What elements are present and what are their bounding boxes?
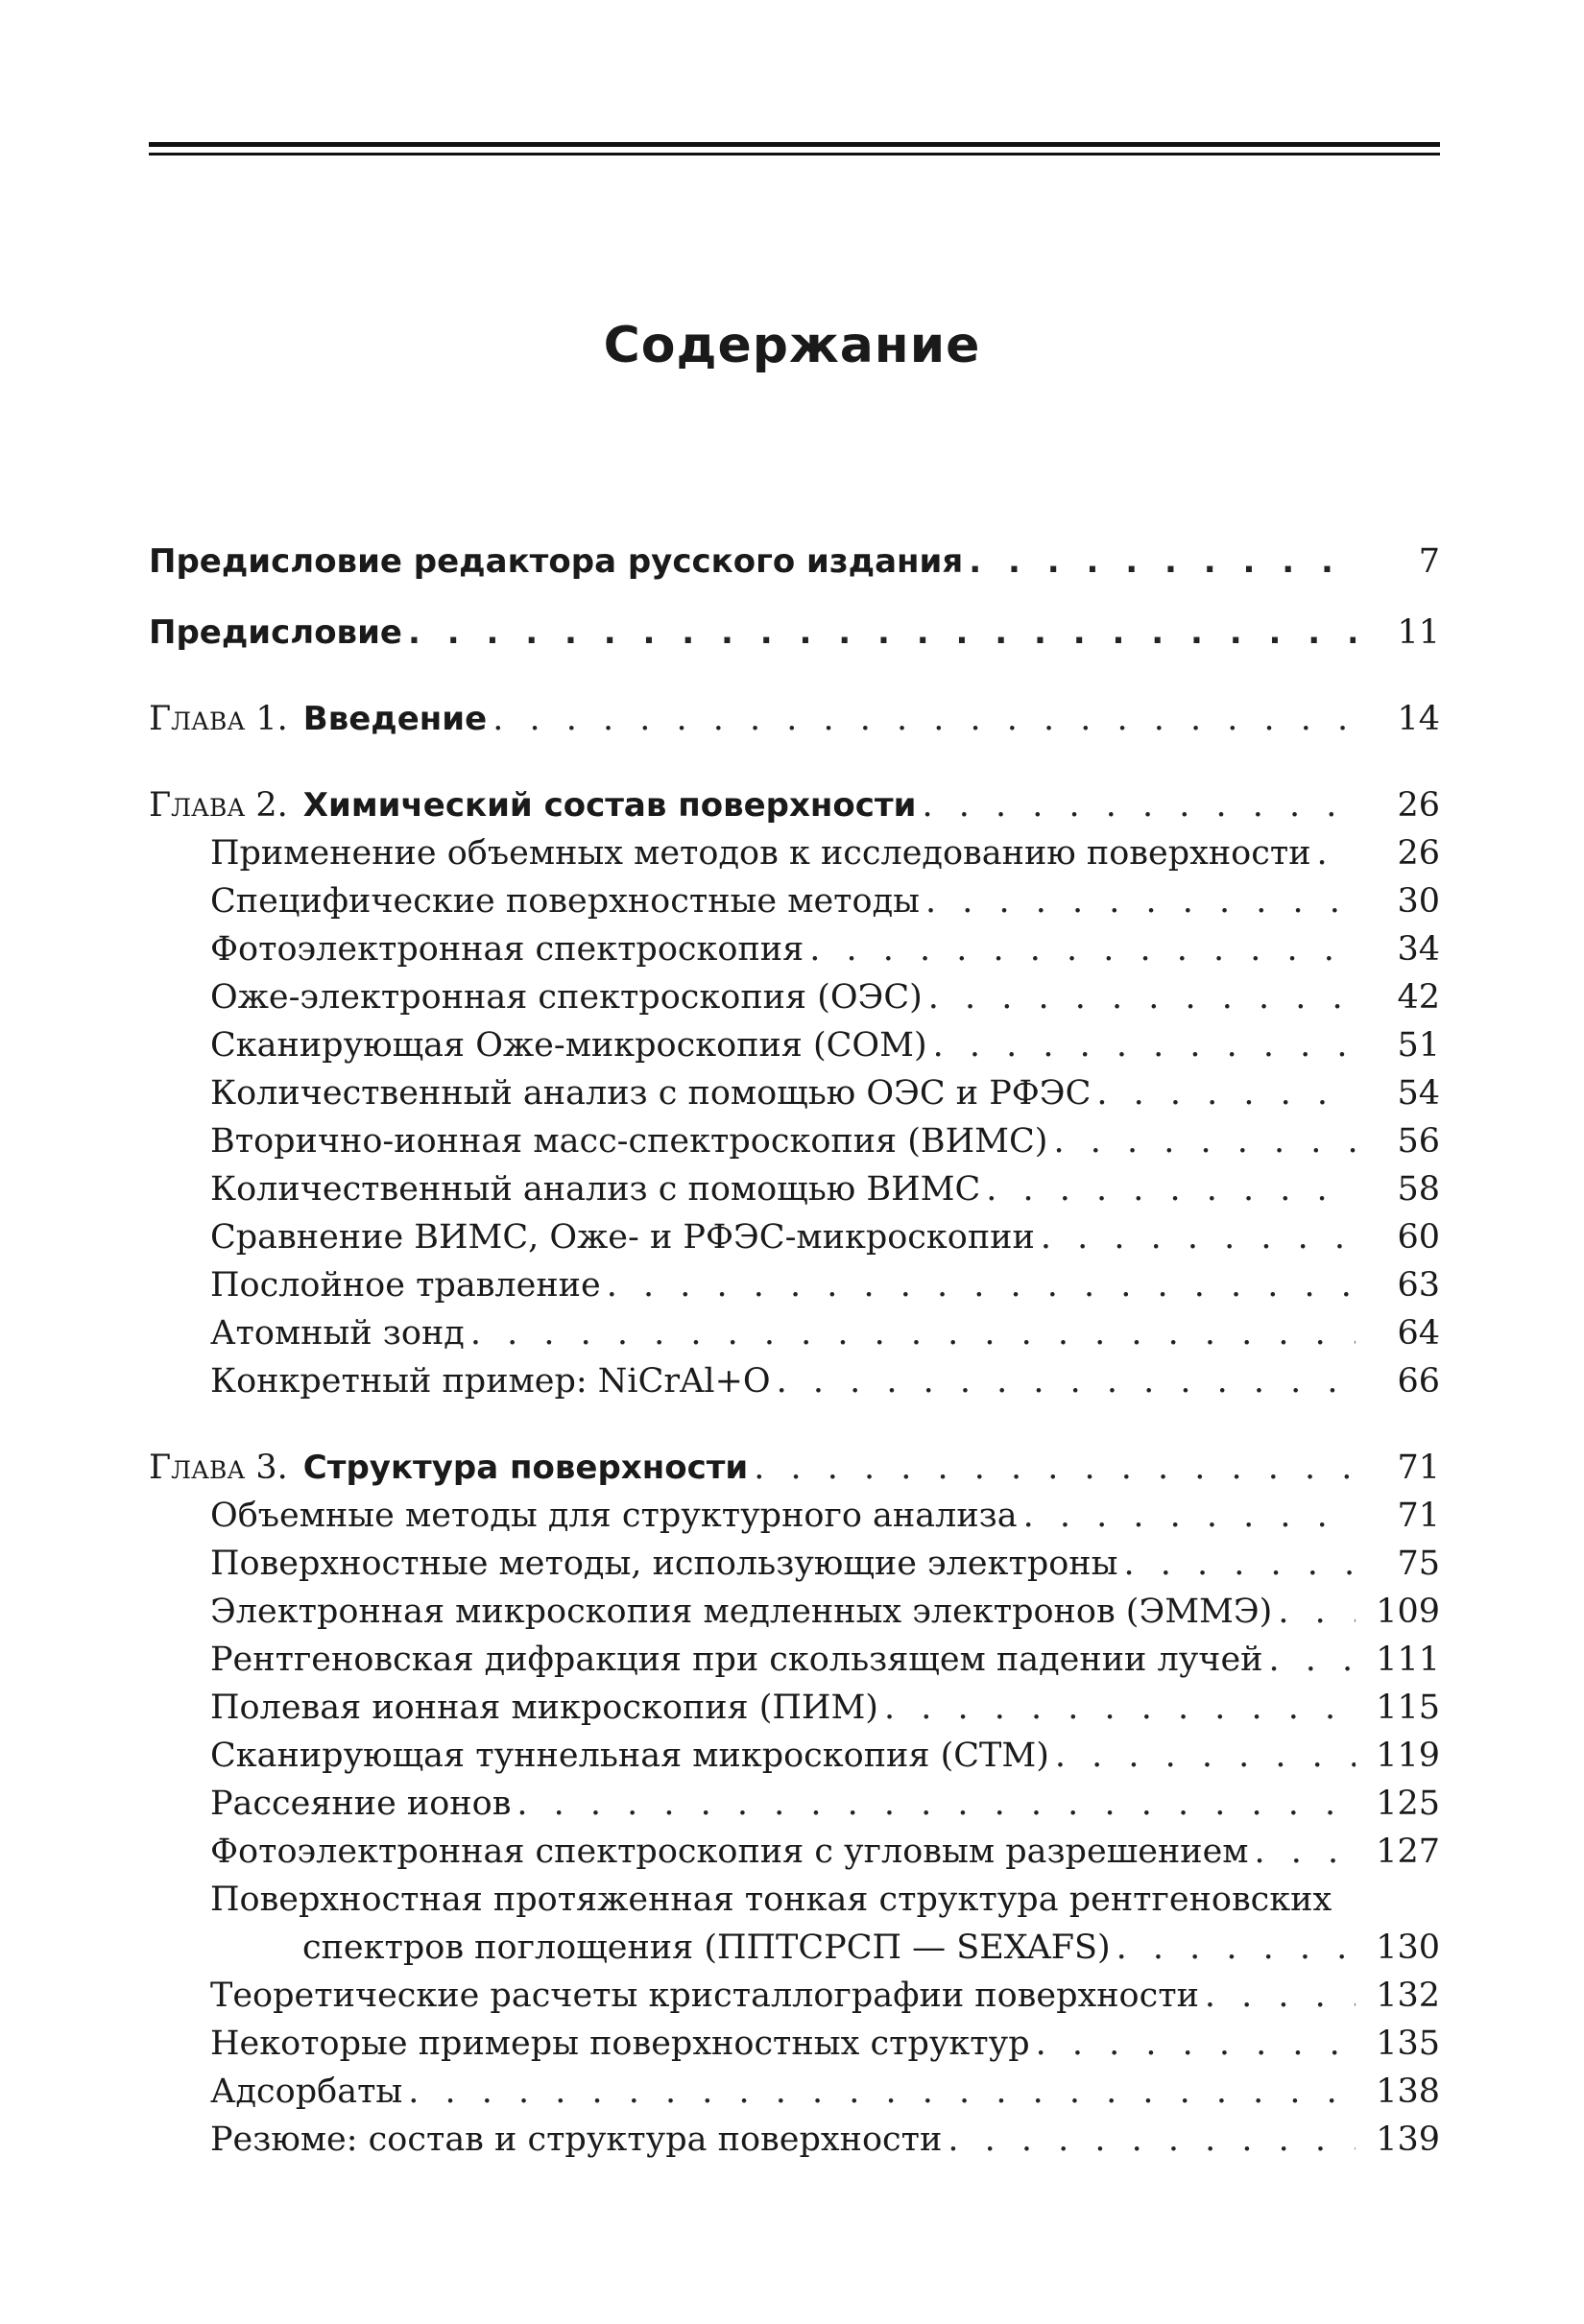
toc-section[interactable]	[149, 2116, 1440, 2164]
toc-section[interactable]	[149, 1828, 1440, 1876]
dot-leader	[465, 1309, 1356, 1357]
toc-section-label: Рентгеновская дифракция при скользящем падении лучей	[210, 1641, 1263, 1679]
toc-section-sexafs-line1[interactable]: Поверхностная протяженная тонкая структура рентгеновских	[210, 1881, 1332, 1919]
toc-section-label: Некоторые примеры поверхностных структур	[210, 2025, 1030, 2063]
toc-section[interactable]	[149, 1684, 1440, 1732]
toc-section-label: Количественный анализ с помощью ВИМС	[210, 1170, 981, 1209]
toc-section[interactable]	[149, 1117, 1440, 1165]
toc-section-label: Рассеяние ионов	[210, 1785, 512, 1823]
toc-page-number: 130	[1376, 1929, 1440, 1967]
toc-section-label: спектров поглощения (ППТСРСП — SEXAFS)	[302, 1929, 1111, 1967]
dot-leader	[1030, 2020, 1356, 2068]
page-title: Содержание	[603, 317, 981, 374]
dot-leader	[980, 1165, 1356, 1213]
toc-page-number: 58	[1397, 1170, 1440, 1209]
dot-leader	[920, 877, 1356, 925]
toc-page-number: 111	[1376, 1641, 1440, 1679]
toc-section-label: Сканирующая Оже-микроскопия (СОМ)	[210, 1026, 927, 1065]
dot-leader	[1111, 1924, 1356, 1972]
dot-leader	[402, 609, 1356, 657]
toc-section-label: Фотоэлектронная спектроскопия	[210, 930, 804, 969]
toc-page-number: 139	[1376, 2120, 1440, 2159]
toc-section[interactable]	[149, 925, 1440, 973]
toc-chapter-1[interactable]	[149, 695, 1440, 743]
top-rule-thin	[149, 153, 1440, 156]
toc-section[interactable]	[149, 1213, 1440, 1261]
dot-leader	[878, 1684, 1356, 1732]
chapter-prefix: Глава 3.	[149, 1449, 288, 1487]
toc-section[interactable]	[149, 1972, 1440, 2020]
toc-chapter-3[interactable]	[149, 1444, 1440, 1492]
dot-leader	[923, 973, 1356, 1021]
toc-page-number: 119	[1376, 1737, 1440, 1775]
toc-section-label: Специфические поверхностные методы	[210, 882, 920, 921]
dot-leader	[1249, 1828, 1356, 1876]
dot-leader	[1047, 1117, 1356, 1165]
chapter-title: Химический состав поверхности	[302, 786, 917, 825]
dot-leader	[748, 1444, 1356, 1492]
toc-page-number: 26	[1397, 786, 1440, 825]
toc-section-label: Теоретические расчеты кристаллографии поверхности	[210, 1977, 1199, 2015]
toc-page-number: 109	[1376, 1593, 1440, 1631]
toc-page-number: 127	[1376, 1833, 1440, 1871]
dot-leader	[1035, 1213, 1356, 1261]
toc-section-label: Фотоэлектронная спектроскопия с угловым разрешением	[210, 1833, 1249, 1871]
chapter-prefix: Глава 2.	[149, 786, 288, 825]
dot-leader	[963, 538, 1356, 586]
toc-section[interactable]	[149, 973, 1440, 1021]
toc-page-number: 7	[1418, 542, 1440, 581]
dot-leader	[942, 2116, 1356, 2164]
toc-page-number: 135	[1376, 2025, 1440, 2063]
toc-section[interactable]	[149, 1780, 1440, 1828]
chapter-title: Введение	[302, 700, 488, 738]
dot-leader	[1199, 1972, 1356, 2020]
toc-section-label: Послойное травление	[210, 1266, 601, 1305]
toc-section[interactable]	[149, 1069, 1440, 1117]
toc-page-number: 63	[1397, 1266, 1440, 1305]
toc-page-number: 71	[1397, 1449, 1440, 1487]
dot-leader	[927, 1021, 1356, 1069]
chapter-prefix: Глава 1.	[149, 700, 288, 738]
dot-leader	[511, 1780, 1356, 1828]
table-of-contents	[149, 538, 1440, 2164]
toc-section-label: Объемные методы для структурного анализа	[210, 1497, 1018, 1535]
toc-page-number: 75	[1397, 1545, 1440, 1583]
toc-section[interactable]	[149, 877, 1440, 925]
top-rule-thick	[149, 142, 1440, 147]
dot-leader	[402, 2068, 1356, 2116]
toc-page-number: 54	[1397, 1074, 1440, 1113]
toc-section[interactable]	[149, 1021, 1440, 1069]
toc-page-number: 138	[1376, 2072, 1440, 2111]
dot-leader	[771, 1357, 1356, 1405]
toc-page-number: 42	[1397, 978, 1440, 1017]
toc-section[interactable]	[149, 1732, 1440, 1780]
toc-page-number: 60	[1397, 1218, 1440, 1257]
toc-section[interactable]	[149, 2068, 1440, 2116]
toc-entry-label: Предисловие редактора русского издания	[149, 542, 964, 581]
toc-page-number: 71	[1397, 1497, 1440, 1535]
toc-section-label: Атомный зонд	[210, 1314, 465, 1353]
toc-page-number: 30	[1397, 882, 1440, 921]
dot-leader	[1311, 829, 1356, 877]
dot-leader	[804, 925, 1356, 973]
toc-page-number: 115	[1376, 1689, 1440, 1727]
dot-leader	[1018, 1492, 1356, 1540]
toc-section[interactable]	[149, 1309, 1440, 1357]
toc-section[interactable]	[149, 2020, 1440, 2068]
toc-page-number: 132	[1376, 1977, 1440, 2015]
dot-leader	[601, 1261, 1356, 1309]
toc-chapter-2[interactable]	[149, 781, 1440, 829]
toc-page-number: 34	[1397, 930, 1440, 969]
toc-page-number: 56	[1397, 1122, 1440, 1161]
toc-page-number: 66	[1397, 1362, 1440, 1401]
toc-section[interactable]	[149, 1540, 1440, 1588]
toc-section[interactable]	[149, 1357, 1440, 1405]
toc-section-label: Вторично-ионная масс-спектроскопия (ВИМС)	[210, 1122, 1048, 1161]
toc-section[interactable]	[149, 1588, 1440, 1636]
toc-entry-label: Предисловие	[149, 613, 402, 652]
toc-section-label: Сравнение ВИМС, Оже- и РФЭС-микроскопии	[210, 1218, 1035, 1257]
toc-page-number: 51	[1397, 1026, 1440, 1065]
dot-leader	[487, 695, 1356, 743]
toc-section-label: Полевая ионная микроскопия (ПИМ)	[210, 1689, 878, 1727]
dot-leader	[1262, 1636, 1356, 1684]
toc-section-label: Резюме: состав и структура поверхности	[210, 2120, 943, 2159]
toc-page-number: 125	[1376, 1785, 1440, 1823]
toc-page-number: 64	[1397, 1314, 1440, 1353]
dot-leader	[1272, 1588, 1356, 1636]
toc-section-label: Оже-электронная спектроскопия (ОЭС)	[210, 978, 923, 1017]
toc-section-label: Электронная микроскопия медленных электронов (ЭММЭ)	[210, 1593, 1273, 1631]
toc-section-label: Сканирующая туннельная микроскопия (СТМ)	[210, 1737, 1049, 1775]
toc-section-label: Конкретный пример: NiCrAl+O	[210, 1362, 771, 1401]
toc-section[interactable]	[149, 829, 1440, 877]
toc-section[interactable]	[149, 1165, 1440, 1213]
toc-section[interactable]	[149, 1261, 1440, 1309]
toc-page-number: 26	[1397, 834, 1440, 873]
toc-page-number: 11	[1397, 613, 1440, 652]
toc-section[interactable]	[149, 1492, 1440, 1540]
dot-leader	[916, 781, 1356, 829]
toc-section-label: Поверхностные методы, использующие электроны	[210, 1545, 1118, 1583]
toc-page-number: 14	[1397, 700, 1440, 738]
toc-section-label: Применение объемных методов к исследованию поверхности	[210, 834, 1311, 873]
dot-leader	[1118, 1540, 1356, 1588]
toc-section-sexafs-line2[interactable]	[149, 1924, 1440, 1972]
chapter-title: Структура поверхности	[302, 1449, 749, 1487]
toc-section[interactable]	[149, 1636, 1440, 1684]
dot-leader	[1091, 1069, 1356, 1117]
toc-entry-preface-editor[interactable]	[149, 538, 1440, 586]
toc-section-label: Адсорбаты	[210, 2072, 403, 2111]
toc-entry-preface[interactable]	[149, 609, 1440, 657]
dot-leader	[1049, 1732, 1356, 1780]
toc-section-label: Количественный анализ с помощью ОЭС и РФЭС	[210, 1074, 1092, 1113]
